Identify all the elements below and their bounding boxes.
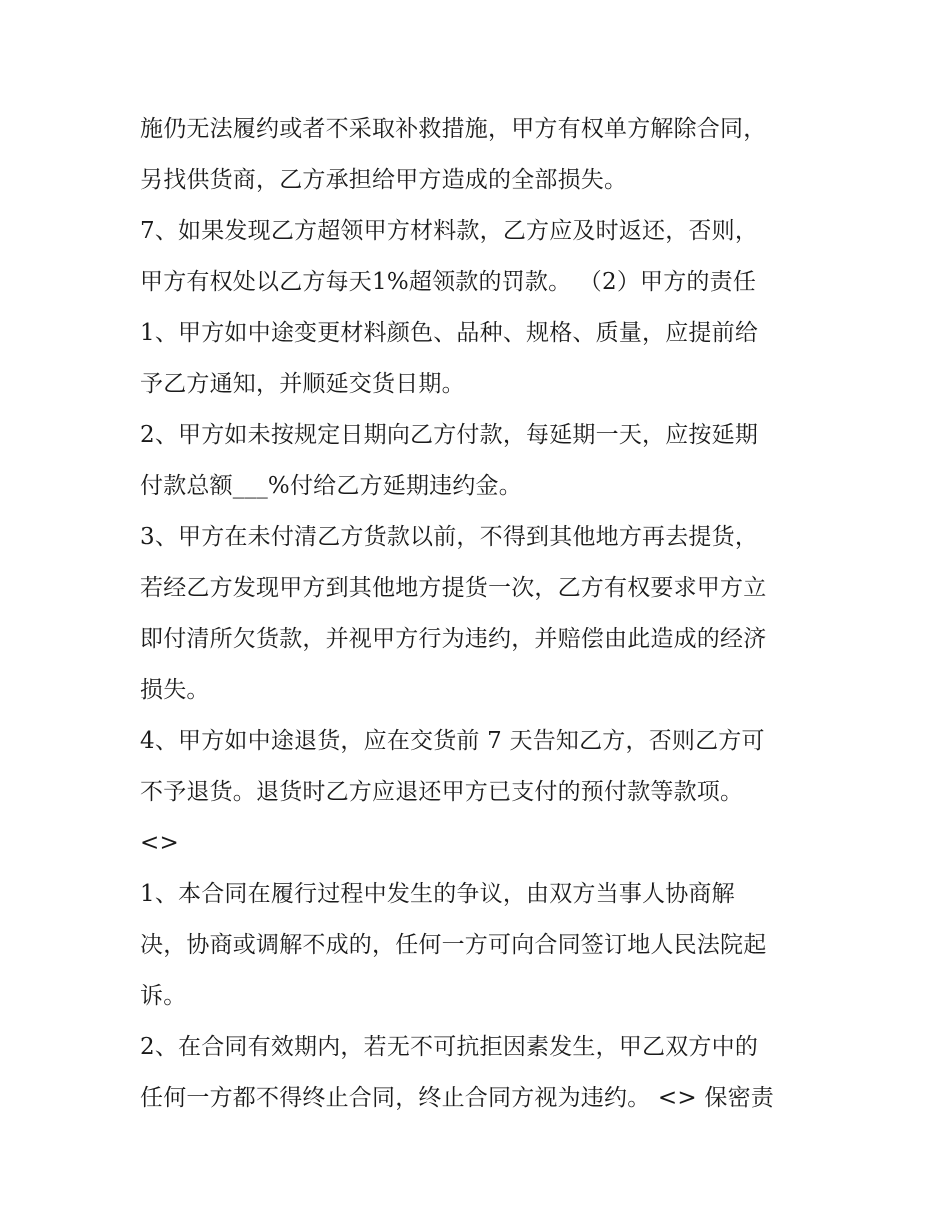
text-line: 2、在合同有效期内，若无不可抗拒因素发生，甲乙双方中的 bbox=[140, 1034, 759, 1060]
text-line: 1、甲方如中途变更材料颜色、品种、规格、质量，应提前给 bbox=[140, 320, 759, 346]
text-line: 任何一方都不得终止合同，终止合同方视为违约。 <> 保密责 bbox=[140, 1085, 774, 1111]
text-line: 甲方有权处以乙方每天1%超领款的罚款。 （2）甲方的责任 bbox=[140, 269, 757, 295]
text-line: 诉。 bbox=[140, 983, 187, 1009]
text-line: 3、甲方在未付清乙方货款以前，不得到其他地方再去提货， bbox=[140, 524, 759, 550]
text-line: 损失。 bbox=[140, 677, 210, 703]
text-line: 予乙方通知，并顺延交货日期。 bbox=[140, 371, 465, 397]
text-line: 1、本合同在履行过程中发生的争议，由双方当事人协商解 bbox=[140, 881, 735, 907]
text-line: 施仍无法履约或者不采取补救措施，甲方有权单方解除合同， bbox=[140, 116, 767, 142]
text-line: 付款总额___%付给乙方延期违约金。 bbox=[140, 473, 522, 499]
text-line: 另找供货商，乙方承担给甲方造成的全部损失。 bbox=[140, 167, 628, 193]
text-line: 决，协商或调解不成的，任何一方可向合同签订地人民法院起 bbox=[140, 932, 767, 958]
document-body bbox=[140, 104, 820, 1124]
text-line: <> bbox=[140, 830, 179, 856]
text-line: 即付清所欠货款，并视甲方行为违约，并赔偿由此造成的经济 bbox=[140, 626, 767, 652]
text-line: 2、甲方如未按规定日期向乙方付款，每延期一天，应按延期 bbox=[140, 422, 759, 448]
text-line: 4、甲方如中途退货，应在交货前 7 天告知乙方，否则乙方可 bbox=[140, 728, 765, 754]
text-line: 若经乙方发现甲方到其他地方提货一次，乙方有权要求甲方立 bbox=[140, 575, 767, 601]
text-line: 不予退货。退货时乙方应退还甲方已支付的预付款等款项。 bbox=[140, 779, 744, 805]
text-line: 7、如果发现乙方超领甲方材料款，乙方应及时返还，否则， bbox=[140, 218, 759, 244]
